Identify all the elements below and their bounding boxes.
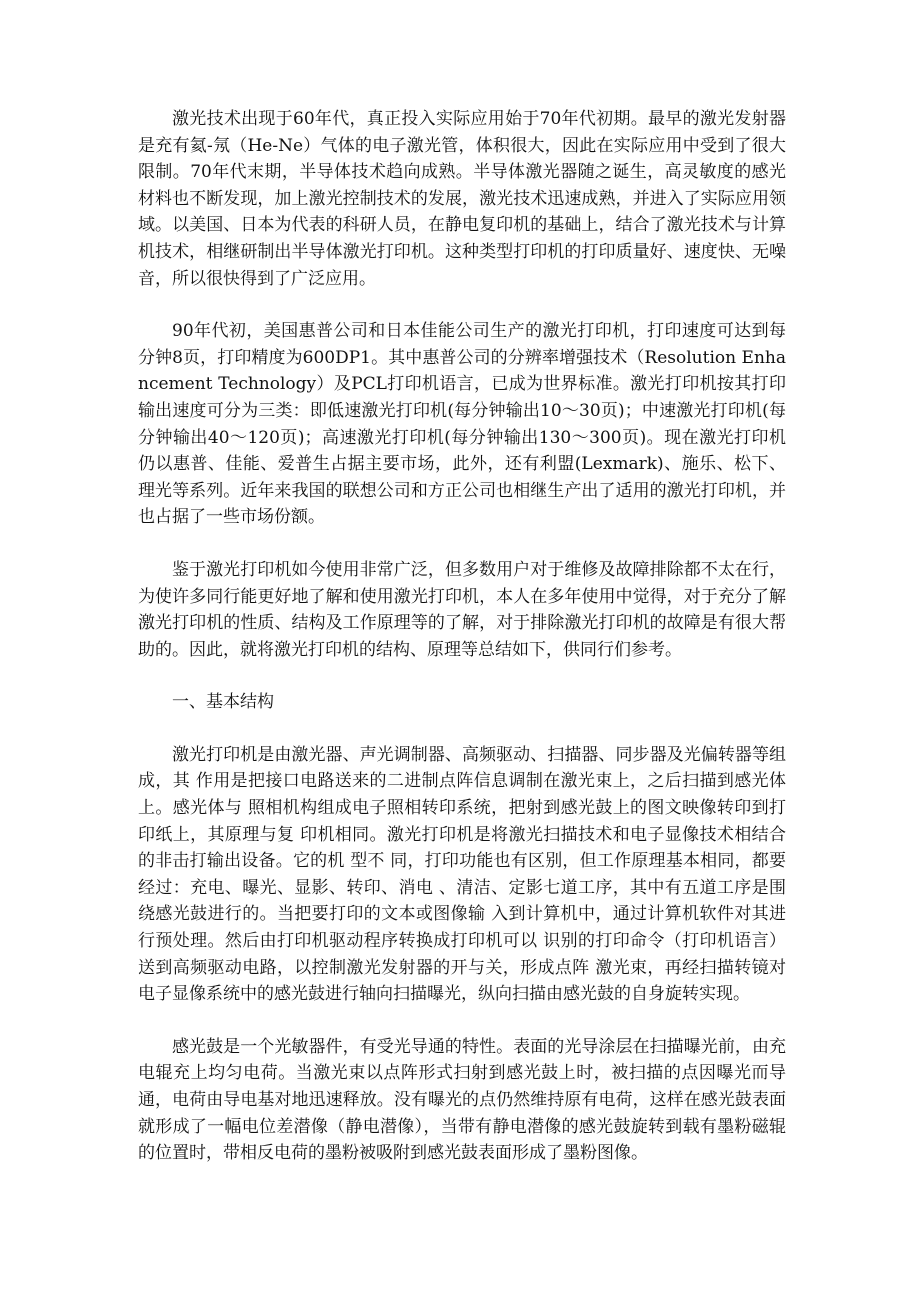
- paragraph-laser-history: 激光技术出现于60年代，真正投入实际应用始于70年代初期。最早的激光发射器是充有氦-氖（He-Ne）气体的电子激光管，体积很大，因此在实际应用中受到了很大限制。70年代末期，半导体技术趋向成熟。半导体激光器随之诞生，高灵敏度的感光材料也不断发现，加上激光控制技术的发展，激光技术迅速成熟，并进入了实际应用领域。以美国、日本为代表的科研人员，在静电复印机的基础上，结合了激光技术与计算机技术，相继研制出半导体激光打印机。这种类型打印机的打印质量好、速度快、无噪音，所以很快得到了广泛应用。: [138, 109, 786, 289]
- paragraph-purpose: 鉴于激光打印机如今使用非常广泛，但多数用户对于维修及故障排除都不太在行，为使许多同行能更好地了解和使用激光打印机，本人在多年使用中觉得，对于充分了解激光打印机的性质、结构及工作原理等的了解，对于排除激光打印机的故障是有很大帮助的。因此，就将激光打印机的结构、原理等总结如下，供同行们参考。: [138, 559, 786, 660]
- paragraph-laser-printers-90s: 90年代初，美国惠普公司和日本佳能公司生产的激光打印机，打印速度可达到每分钟8页，打印精度为600DP1。其中惠普公司的分辨率增强技术（Resolution Enhancement Technology）及PCL打印机语言，已成为世界标准。激光打印机按其打印输出速度可分为三类：即低速激光打印机(每分钟输出10～30页)；中速激光打印机(每分钟输出40～120页)；高速激光打印机(每分钟输出130～300页)。现在激光打印机仍以惠普、佳能、爱普生占据主要市场，此外，还有利盟(Lexmark)、施乐、松下、理光等系列。近年来我国的联想公司和方正公司也相继生产出了适用的激光打印机，并也占据了一些市场份额。: [138, 321, 786, 528]
- document-page: [138, 106, 786, 1193]
- paragraph-basic-structure: 激光打印机是由激光器、声光调制器、高频驱动、扫描器、同步器及光偏转器等组成，其 作用是把接口电路送来的二进制点阵信息调制在激光束上，之后扫描到感光体上。感光体与 照相机构组成电子照相转印系统，把射到感光鼓上的图文映像转印到打印纸上，其原理与复 印机相同。激光打印机是将激光扫描技术和电子显像技术相结合的非击打输出设备。它的机 型不 同，打印功能也有区别，但工作原理基本相同，都要经过：充电、曝光、显影、转印、消电 、清洁、定影七道工序，其中有五道工序是围绕感光鼓进行的。当把要打印的文本或图像输 入到计算机中，通过计算机软件对其进行预处理。然后由打印机驱动程序转换成打印机可以 识别的打印命令（打印机语言）送到高频驱动电路，以控制激光发射器的开与关，形成点阵 激光束，再经扫描转镜对电子显像系统中的感光鼓进行轴向扫描曝光，纵向扫描由感光鼓的自身旋转实现。: [138, 744, 786, 1005]
- section-heading: 一、基本结构: [172, 692, 274, 713]
- paragraph-photosensitive-drum: 感光鼓是一个光敏器件，有受光导通的特性。表面的光导涂层在扫描曝光前，由充电辊充上均匀电荷。当激光束以点阵形式扫射到感光鼓上时，被扫描的点因曝光而导通，电荷由导电基对地迅速释放。没有曝光的点仍然维持原有电荷，这样在感光鼓表面就形成了一幅电位差潜像（静电潜像），当带有静电潜像的感光鼓旋转到载有墨粉磁辊的位置时，带相反电荷的墨粉被吸附到感光鼓表面形成了墨粉图像。: [138, 1036, 786, 1164]
